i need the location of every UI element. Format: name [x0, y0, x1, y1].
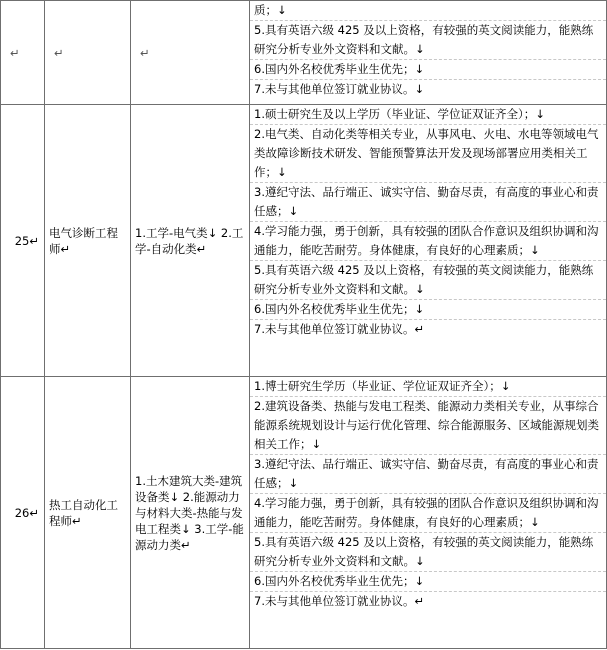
requirement-item: 5.具有英语六级 425 及以上资格，有较强的英文阅读能力，能熟练研究分析专业外文资料和文献。↓	[250, 20, 606, 59]
number-cell	[1, 1, 45, 105]
requirement-item: 5.具有英语六级 425 及以上资格，有较强的英文阅读能力，能熟练研究分析专业外文资料和文献。↓	[250, 532, 606, 571]
requirements-cell	[250, 377, 607, 649]
major-cell	[131, 1, 250, 105]
table-row	[1, 1, 607, 105]
position-cell	[45, 1, 131, 105]
requirement-item: 7.未与其他单位签订就业协议。↵	[250, 591, 606, 611]
requirement-item: 6.国内外名校优秀毕业生优先；↓	[250, 299, 606, 319]
number-cell: 25↵	[1, 105, 45, 377]
paragraph-mark: ↵	[54, 45, 64, 60]
requirement-item: 5.具有英语六级 425 及以上资格，有较强的英文阅读能力，能熟练研究分析专业外文资料和文献。↓	[250, 260, 606, 299]
table-row	[1, 377, 607, 649]
requirement-item: 1.硕士研究生及以上学历（毕业证、学位证双证齐全）；↓	[254, 107, 545, 121]
position-cell: 电气诊断工程师↵	[45, 105, 131, 377]
requirement-item: 4.学习能力强，勇于创新，具有较强的团队合作意识及组织协调和沟通能力，能吃苦耐劳。身体健康，有良好的心理素质；↓	[250, 221, 606, 260]
requirement-item: 6.国内外名校优秀毕业生优先；↓	[250, 571, 606, 591]
position-cell: 热工自动化工程师↵	[45, 377, 131, 649]
paragraph-mark: ↵	[10, 45, 20, 60]
requirement-item: 7.未与其他单位签订就业协议。↓	[250, 79, 606, 99]
requirement-item: 1.博士研究生学历（毕业证、学位证双证齐全）；↓	[254, 379, 511, 393]
requirement-item: 质；↓	[254, 3, 287, 17]
requirements-cell	[250, 1, 607, 105]
major-cell: 1.工学-电气类↓ 2.工学-自动化类↵	[131, 105, 250, 377]
requirements-cell	[250, 105, 607, 377]
requirement-item: 7.未与其他单位签订就业协议。↵	[250, 319, 606, 339]
requirement-item: 3.遵纪守法、品行端正、诚实守信、勤奋尽责，有高度的事业心和责任感；↓	[250, 454, 606, 493]
requirement-item: 2.电气类、自动化类等相关专业，从事风电、火电、水电等领域电气类故障诊断技术研发、智能预警算法开发及现场部署应用类相关工作；↓	[250, 124, 606, 182]
table-row	[1, 105, 607, 377]
major-cell: 1.土木建筑大类-建筑设备类↓ 2.能源动力与材料大类-热能与发电工程类↓ 3.工学-能源动力类↵	[131, 377, 250, 649]
requirement-item: 6.国内外名校优秀毕业生优先；↓	[250, 59, 606, 79]
paragraph-mark: ↵	[140, 45, 150, 60]
number-cell: 26↵	[1, 377, 45, 649]
requirement-item: 3.遵纪守法、品行端正、诚实守信、勤奋尽责，有高度的事业心和责任感；↓	[250, 182, 606, 221]
requirement-item: 4.学习能力强，勇于创新，具有较强的团队合作意识及组织协调和沟通能力，能吃苦耐劳。身体健康，有良好的心理素质；↓	[250, 493, 606, 532]
requirement-item: 2.建筑设备类、热能与发电工程类、能源动力类相关专业，从事综合能源系统规划设计与运行优化管理、综合能源服务、区域能源规划类相关工作；↓	[250, 396, 606, 454]
